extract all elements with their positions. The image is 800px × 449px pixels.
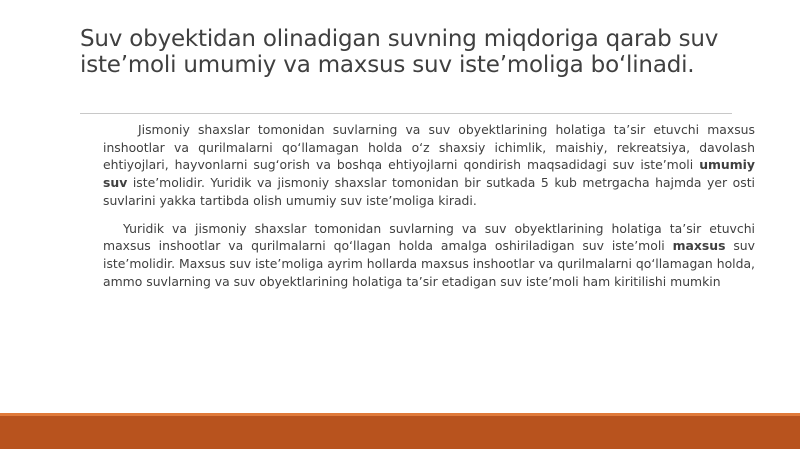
- paragraph-umumiy-text-end: iste’molidir. Yuridik va jismoniy shaxslar tomonidan bir sutkada 5 kub metrgacha hajmda yer osti suvlarini yakka tartibda olish umumiy suv iste’moliga kiradi.: [103, 175, 755, 208]
- paragraph-maxsus-text-end: suv iste’molidir. Maxsus suv iste’moliga ayrim hollarda maxsus inshootlar va qurilmalarni qo‘llamagan holda, ammo suvlarning va suv obyektlarining holatiga ta’sir etadigan suv iste’moli ham kiritilishi mumkin: [103, 238, 755, 289]
- slide-body: [103, 121, 755, 300]
- paragraph-umumiy-text-start: Jismoniy shaxslar tomonidan suvlarning va suv obyektlarining holatiga ta’sir etuvchi maxsus inshootlar va qurilmalarni qo‘llamagan holda o‘z shaxsiy ichimlik, maishiy, rekreatsiya, davolash ehtiyojlari, hayvonlarni sug‘orish va boshqa ehtiyojlarni qondirish maqsadidagi suv iste’moli: [103, 122, 755, 173]
- paragraph-maxsus: [103, 220, 755, 291]
- paragraph-maxsus-bold-term: maxsus: [672, 238, 726, 254]
- footer-band: [0, 413, 800, 449]
- title-divider: [80, 113, 732, 114]
- paragraph-maxsus-text-start: Yuridik va jismoniy shaxslar tomonidan suvlarning va suv obyektlarining holatiga ta’sir etuvchi maxsus inshootlar va qurilmalarni qo‘llagan holda amalga oshiriladigan suv iste’moli: [103, 220, 755, 254]
- footer-accent-line: [0, 413, 800, 416]
- paragraph-umumiy: [103, 121, 755, 210]
- paragraph-umumiy-bold-term: umumiy suv: [103, 157, 755, 191]
- slide-title: Suv obyektidan olinadigan suvning miqdoriga qarab suv iste’moli umumiy va maxsus suv iste’moliga bo‘linadi.: [80, 26, 719, 78]
